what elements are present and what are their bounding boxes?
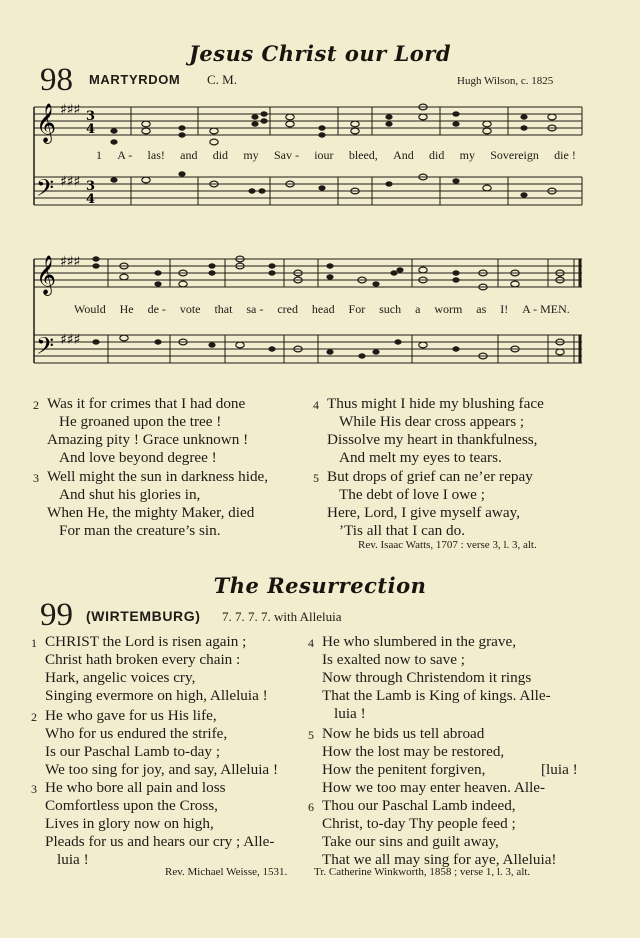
time-signature-icon: 3 xyxy=(86,109,96,124)
stanza-99-4 xyxy=(308,633,551,723)
stanza-line: Pleads for us and hears our cry ; Alle- xyxy=(45,833,275,850)
stanza-number: 6 xyxy=(308,800,314,814)
stanza-line: The debt of love I owe ; xyxy=(339,486,485,503)
stanza-98-2 xyxy=(33,395,249,467)
stanza-98-3 xyxy=(33,468,269,540)
stanza-line: Christ, to-day Thy people feed ; xyxy=(322,815,516,832)
stanza-line: Comfortless upon the Cross, xyxy=(45,797,218,814)
lyric-syllable: cred xyxy=(277,302,298,316)
stanza-line: Dissolve my heart in thankfulness, xyxy=(327,431,538,448)
key-signature-icon: ♯♯♯ xyxy=(60,332,81,348)
lyric-syllable: iour xyxy=(314,148,334,162)
key-signature-icon: ♯♯♯ xyxy=(60,102,81,118)
meter-98: C. M. xyxy=(207,72,237,87)
stanza-line: Singing evermore on high, Alleluia ! xyxy=(45,687,268,704)
stanza-line: Was it for crimes that I had done xyxy=(47,395,246,412)
lyric-syllable: I! xyxy=(500,302,509,316)
stanza-line: CHRIST the Lord is risen again ; xyxy=(45,633,247,650)
stanza-number: 2 xyxy=(31,710,37,724)
stanza-number: 5 xyxy=(313,471,319,485)
treble-clef-icon: 𝄞 xyxy=(36,103,57,143)
stanza-line: How the lost may be restored, xyxy=(322,743,505,760)
stanza-line: luia ! xyxy=(334,705,366,722)
svg-text:4: 4 xyxy=(86,122,96,137)
lyric-syllable: Sav - xyxy=(273,148,299,162)
credit-98: Rev. Isaac Watts, 1707 : verse 3, l. 3, alt. xyxy=(358,539,537,551)
lyric-syllable: las! xyxy=(147,148,165,162)
lyric-syllable: Would xyxy=(74,302,106,316)
stanza-line: Now through Christendom it rings xyxy=(322,669,532,686)
stanza-line xyxy=(322,761,578,779)
key-signature-icon: ♯♯♯ xyxy=(60,174,81,190)
lyric-syllable: and xyxy=(180,148,198,162)
bass-clef-icon: 𝄢 xyxy=(36,332,55,365)
tune-name-martyrdom: MARTYRDOM xyxy=(89,72,181,87)
stanza-number: 4 xyxy=(308,636,314,650)
lyric-syllable: as xyxy=(476,302,487,316)
lyric-syllable: And xyxy=(393,148,414,162)
stanza-line: Is our Paschal Lamb to-day ; xyxy=(45,743,221,760)
stanza-line: ’Tis all that I can do. xyxy=(339,522,465,539)
lyric-syllable: vote xyxy=(179,302,201,316)
stanza-line: Amazing pity ! Grace unknown ! xyxy=(47,431,249,448)
staff-system-2-bass xyxy=(34,335,582,363)
stanza-line: And melt my eyes to tears. xyxy=(339,449,502,466)
stanza-99-1 xyxy=(31,633,268,705)
stanza-line: He who bore all pain and loss xyxy=(45,779,226,796)
meter-99: 7. 7. 7. 7. with Alleluia xyxy=(222,609,342,624)
stanza-line: While His dear cross appears ; xyxy=(339,413,525,430)
lyric-syllable: Sovereign xyxy=(490,148,539,162)
stanza-line: luia ! xyxy=(57,851,89,868)
stanza-99-3 xyxy=(31,779,275,869)
stanza-line: Thou our Paschal Lamb indeed, xyxy=(322,797,516,814)
stanza-line: Thus might I hide my blushing face xyxy=(327,395,544,412)
stanza-line: Well might the sun in darkness hide, xyxy=(47,468,269,485)
time-signature-icon: 3 xyxy=(86,179,96,194)
key-signature-icon: ♯♯♯ xyxy=(60,254,81,270)
staff-system-2-treble xyxy=(34,259,582,287)
stanza-line: He who slumbered in the grave, xyxy=(322,633,517,650)
stanza-number: 5 xyxy=(308,728,314,742)
stanza-line: He groaned upon the tree ! xyxy=(59,413,222,430)
lyric-syllable: worm xyxy=(434,302,463,316)
stanza-98-5 xyxy=(313,468,533,540)
stanza-line: Take our sins and guilt away, xyxy=(322,833,499,850)
stanza-line: Is exalted now to save ; xyxy=(322,651,465,668)
stanza-line: Here, Lord, I give myself away, xyxy=(327,504,521,521)
stanza-line: Christ hath broken every chain : xyxy=(45,651,241,668)
noteheads xyxy=(92,104,564,359)
lyric-syllable: my xyxy=(243,148,259,162)
section-title-jesus-christ: Jesus Christ our Lord xyxy=(188,41,452,66)
stanza-line: How we too may enter heaven. Alle- xyxy=(322,779,546,796)
lyric-syllable: head xyxy=(311,302,335,316)
stanza-line-turnover: [luia ! xyxy=(541,761,578,778)
lyric-syllable: die ! xyxy=(554,148,576,162)
lyric-syllable: For xyxy=(348,302,366,316)
hymn-number-99: 99 xyxy=(40,597,73,633)
lyric-syllable: 1 xyxy=(96,148,102,162)
lyric-syllable: did xyxy=(212,148,229,162)
lyric-syllable: that xyxy=(214,302,233,316)
credit-99-author: Rev. Michael Weisse, 1531. xyxy=(165,866,288,878)
stanza-99-5 xyxy=(308,725,578,797)
stanza-line: And shut his glories in, xyxy=(59,486,201,503)
music-lyrics-line-1 xyxy=(96,148,576,163)
lyric-syllable: sa - xyxy=(246,302,264,316)
stanza-number: 3 xyxy=(33,471,39,485)
bass-clef-icon: 𝄢 xyxy=(36,174,55,207)
lyric-syllable: a xyxy=(415,302,421,316)
stanza-line: That the Lamb is King of kings. Alle- xyxy=(322,687,551,704)
stanza-number: 2 xyxy=(33,398,39,412)
lyric-syllable: de - xyxy=(147,302,166,316)
composer-98: Hugh Wilson, c. 1825 xyxy=(457,75,554,87)
stanza-number: 1 xyxy=(31,636,37,650)
stanza-line: Lives in glory now on high, xyxy=(45,815,214,832)
stanza-line: Hark, angelic voices cry, xyxy=(45,669,196,686)
tune-name-wirtemburg: (WIRTEMBURG) xyxy=(86,608,201,624)
lyric-syllable: my xyxy=(459,148,475,162)
lyric-syllable: did xyxy=(429,148,445,162)
lyric-syllable: He xyxy=(119,302,134,316)
stanza-line: Now he bids us tell abroad xyxy=(322,725,485,742)
stanza-line: For man the creature’s sin. xyxy=(59,522,221,539)
credit-99-translator: Tr. Catherine Winkworth, 1858 ; verse 1, l. 3, alt. xyxy=(314,866,531,878)
svg-text:4: 4 xyxy=(86,192,96,207)
lyric-syllable: A - MEN. xyxy=(522,302,570,316)
stanza-line: Who for us endured the strife, xyxy=(45,725,228,742)
section-title-resurrection: The Resurrection xyxy=(213,573,427,598)
music-score xyxy=(0,0,640,380)
stanza-number: 4 xyxy=(313,398,319,412)
stanza-line: And love beyond degree ! xyxy=(59,449,217,466)
stanza-99-6 xyxy=(308,797,557,869)
stanza-line-text: How the penitent forgiven, xyxy=(322,761,486,778)
treble-clef-icon: 𝄞 xyxy=(36,255,57,295)
stanza-line: We too sing for joy, and say, Alleluia ! xyxy=(45,761,279,778)
lyric-syllable: bleed, xyxy=(348,148,378,162)
music-lyrics-line-2 xyxy=(74,302,570,317)
stanza-line: But drops of grief can ne’er repay xyxy=(327,468,533,485)
stanza-line: That we all may sing for aye, Alleluia! xyxy=(322,851,557,868)
stanza-line: He who gave for us His life, xyxy=(45,707,217,724)
stanza-98-4 xyxy=(313,395,544,467)
stanza-99-2 xyxy=(31,707,279,779)
lyric-syllable: A - xyxy=(117,148,133,162)
hymn-number-98: 98 xyxy=(40,62,73,98)
stanza-line: When He, the mighty Maker, died xyxy=(47,504,255,521)
stanza-number: 3 xyxy=(31,782,37,796)
lyric-syllable: such xyxy=(379,302,402,316)
